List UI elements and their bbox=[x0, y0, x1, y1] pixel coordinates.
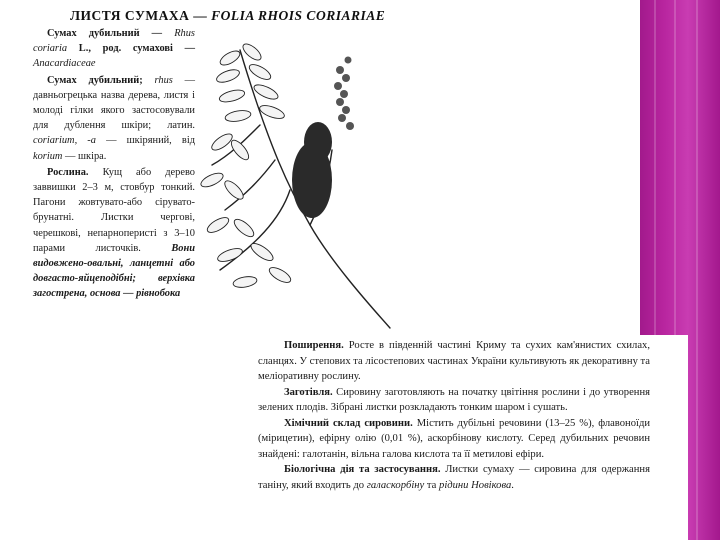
title-latin: FOLIA RHOIS CORIARIAE bbox=[211, 8, 386, 23]
application-drug-2: рідини Новікова bbox=[439, 479, 512, 491]
title-ukrainian: ЛИСТЯ СУМАХА — bbox=[70, 8, 208, 23]
application-heading: Біологічна дія та застосування. bbox=[284, 464, 441, 475]
application-conjunction: та bbox=[426, 479, 437, 491]
page-title bbox=[70, 8, 400, 24]
section-harvesting bbox=[258, 385, 650, 416]
harvesting-heading: Заготівля. bbox=[284, 386, 333, 398]
plant-heading: Рослина. bbox=[47, 166, 89, 178]
composition-heading: Хімічний склад сировини. bbox=[284, 417, 413, 429]
etymology-text: — давньогрецька назва дерева, листя і молоді гілки якого застосовували для дублення шкіри; латин. bbox=[33, 74, 195, 132]
application-drug-1: галаскорбіну bbox=[366, 479, 425, 491]
etymology-latin-3: korium bbox=[33, 150, 63, 162]
etymology-text-2: — шкіряний, від bbox=[106, 135, 195, 147]
section-distribution bbox=[258, 338, 650, 385]
application-end: . bbox=[511, 479, 514, 491]
section-application bbox=[258, 462, 650, 493]
species-name: Сумах дубильний — bbox=[47, 28, 163, 39]
harvesting-text: Сировину заготовляють на початку цвітіння рослини і до утворення зелених плодів. Зібрані листки розкладають тонким шаром і сушать. bbox=[258, 386, 650, 413]
paragraph-plant bbox=[33, 165, 195, 302]
etymology-head: Сумах дубильний; bbox=[47, 74, 143, 86]
composition-text: Містить дубільні речовини (13–25 %), флавоноїди (мірицетин), ефірну олію (0,01 %), аскорбінову кислоту. Серед дубильних речовин знайдені: галотанін, вільна галова кислота та її метилові ефіри. bbox=[258, 417, 651, 460]
species-latin: Rhus coriaria bbox=[33, 28, 195, 55]
etymology-text-3: — шкіра. bbox=[65, 150, 107, 162]
bottom-text-column bbox=[258, 338, 650, 493]
application-text: Листки сумаху — сировина для одержання таніну, який входить до bbox=[258, 464, 650, 491]
left-text-column bbox=[33, 26, 195, 302]
section-composition bbox=[258, 416, 650, 463]
paragraph-species bbox=[33, 26, 195, 72]
leaf-description: Вони видовжено-овальні, ланцетні або довгасто-яйцеподібні; верхівка загострена, основа — рівнобока bbox=[33, 242, 195, 300]
sumac-plant-illustration bbox=[200, 30, 410, 330]
family-label: L., род. сумахові — bbox=[78, 43, 195, 55]
distribution-heading: Поширення. bbox=[284, 340, 344, 351]
family-latin: Anacardiaceae bbox=[33, 58, 96, 70]
paragraph-etymology bbox=[33, 73, 195, 164]
etymology-latin-2: coriarium, -а bbox=[33, 135, 96, 147]
distribution-text: Росте в південній частині Криму та сухих кам'янистих схилах, сланцях. У степових та лісостепових частинах України культивують як декоративну та меліоративну рослину. bbox=[258, 340, 650, 382]
etymology-latin: rhus bbox=[154, 74, 173, 86]
plant-description: Кущ або дерево заввишки 2–3 м, стовбур тонкий. Пагони жовтувато-або сірувато-брунатні. Листки чергові, черешкові, непарноперисті з 3–10 парами листочків. bbox=[33, 166, 195, 254]
